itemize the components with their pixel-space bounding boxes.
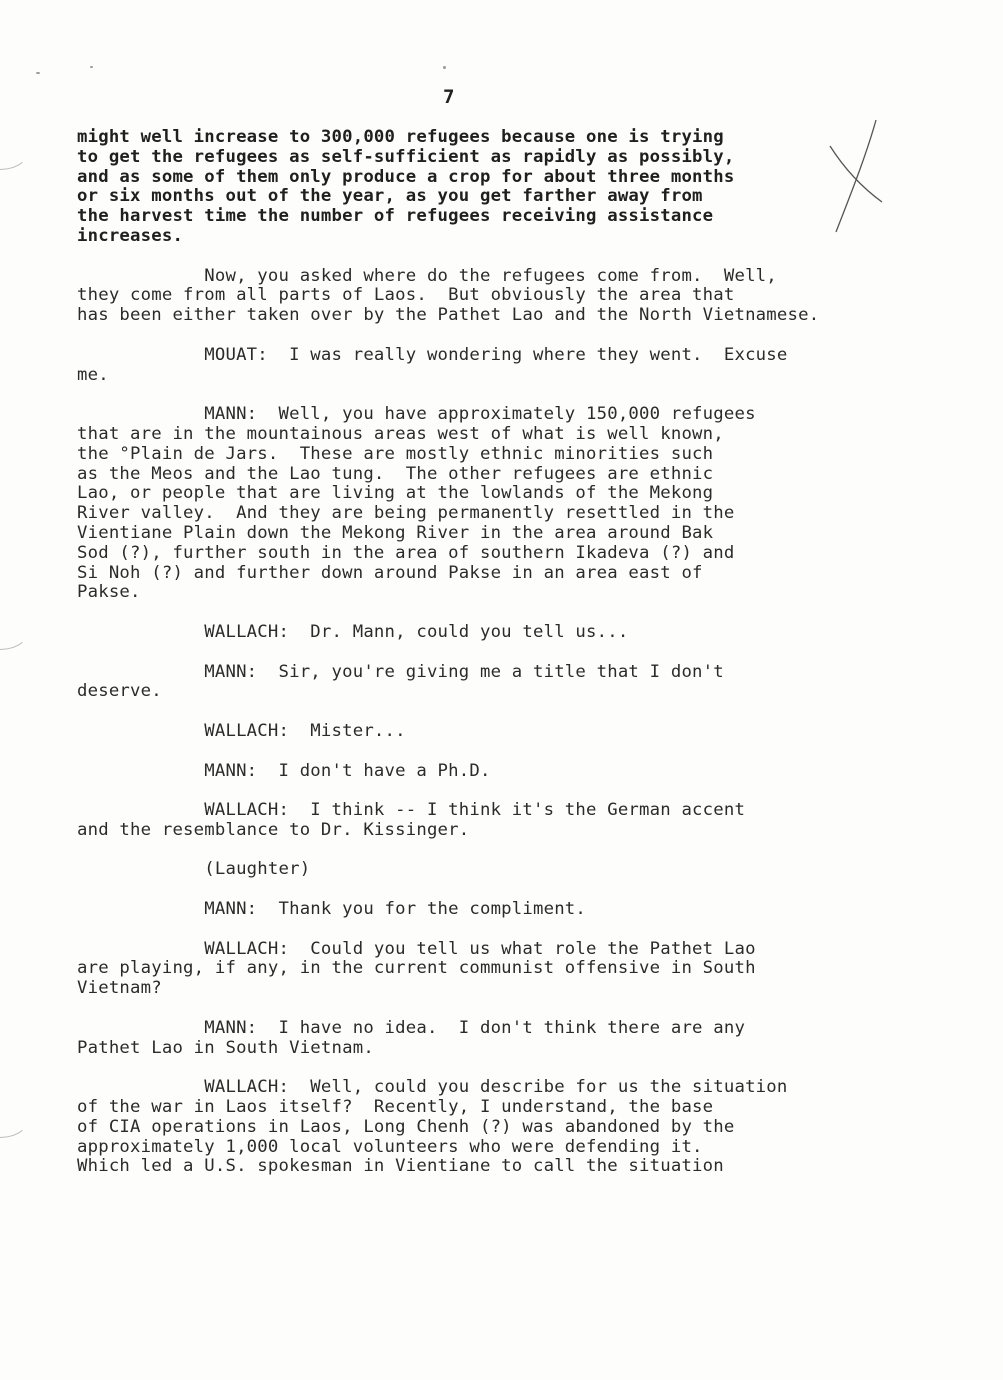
text-line: the °Plain de Jars. These are mostly ethnic minorities such xyxy=(77,443,714,464)
blank-line xyxy=(77,999,957,1019)
punch-hole-mark xyxy=(0,128,30,170)
transcript-body xyxy=(77,128,957,1177)
text-line: WALLACH: Dr. Mann, could you tell us... xyxy=(77,621,629,642)
blank-line xyxy=(77,643,957,663)
paper-speck xyxy=(90,66,93,68)
text-line: MANN: Sir, you're giving me a title that I don't xyxy=(77,661,724,682)
blank-line xyxy=(77,385,957,405)
text-line: and as some of them only produce a crop for about three months xyxy=(77,166,735,187)
text-line: Pakse. xyxy=(77,582,141,603)
text-line: River valley. And they are being permanently resettled in the xyxy=(77,503,735,524)
blank-line xyxy=(77,781,957,801)
paper-speck xyxy=(36,72,40,74)
text-line: of the war in Laos itself? Recently, I understand, the base xyxy=(77,1097,714,1118)
text-line: to get the refugees as self-sufficient as rapidly as possibly, xyxy=(77,146,735,167)
text-line: me. xyxy=(77,364,109,385)
text-line: Vietnam? xyxy=(77,978,162,999)
text-line: they come from all parts of Laos. But obviously the area that xyxy=(77,285,735,306)
blank-line xyxy=(77,841,957,861)
blank-line xyxy=(77,880,957,900)
text-line: MANN: Well, you have approximately 150,000 refugees xyxy=(77,404,756,425)
text-line: MANN: I have no idea. I don't think there are any xyxy=(77,1017,746,1038)
text-line: might well increase to 300,000 refugees because one is trying xyxy=(77,127,724,147)
text-line: or six months out of the year, as you get farther away from xyxy=(77,186,703,207)
text-line: WALLACH: Well, could you describe for us the situation xyxy=(77,1077,788,1098)
text-line: WALLACH: I think -- I think it's the German accent xyxy=(77,800,746,821)
blank-line xyxy=(77,603,957,623)
text-line: WALLACH: Mister... xyxy=(77,720,406,741)
blank-line xyxy=(77,742,957,762)
text-line: of CIA operations in Laos, Long Chenh (?) was abandoned by the xyxy=(77,1116,735,1137)
text-line: Vientiane Plain down the Mekong River in the area around Bak xyxy=(77,522,714,543)
blank-line xyxy=(77,920,957,940)
text-line: increases. xyxy=(77,225,184,246)
text-line: deserve. xyxy=(77,681,162,702)
text-line: (Laughter) xyxy=(77,859,311,880)
text-line: WALLACH: Could you tell us what role the Pathet Lao xyxy=(77,938,756,959)
text-line: Now, you asked where do the refugees come from. Well, xyxy=(77,265,777,286)
text-line: has been either taken over by the Pathet Lao and the North Vietnamese. xyxy=(77,305,820,326)
paper-speck xyxy=(443,66,446,69)
blank-line xyxy=(77,1058,957,1078)
blank-line xyxy=(77,702,957,722)
punch-hole-mark xyxy=(0,608,30,650)
text-line: as the Meos and the Lao tung. The other refugees are ethnic xyxy=(77,463,714,484)
text-line: Sod (?), further south in the area of southern Ikadeva (?) and xyxy=(77,542,735,563)
text-line: MOUAT: I was really wondering where they went. Excuse xyxy=(77,344,788,365)
text-line: Pathet Lao in South Vietnam. xyxy=(77,1037,374,1058)
text-line: Which led a U.S. spokesman in Vientiane to call the situation xyxy=(77,1156,724,1177)
text-line: MANN: I don't have a Ph.D. xyxy=(77,760,491,781)
text-line: MANN: Thank you for the compliment. xyxy=(77,899,587,920)
text-line: Lao, or people that are living at the lowlands of the Mekong xyxy=(77,483,714,504)
text-line: approximately 1,000 local volunteers who were defending it. xyxy=(77,1136,703,1157)
text-line: the harvest time the number of refugees receiving assistance xyxy=(77,206,714,227)
text-line: are playing, if any, in the current communist offensive in South xyxy=(77,958,756,979)
text-line: that are in the mountainous areas west of what is well known, xyxy=(77,423,724,444)
blank-line xyxy=(77,326,957,346)
text-line: Si Noh (?) and further down around Pakse in an area east of xyxy=(77,562,703,583)
blank-line xyxy=(77,247,957,267)
punch-hole-mark xyxy=(0,1096,30,1138)
page-number: 7 xyxy=(443,86,455,108)
text-line: and the resemblance to Dr. Kissinger. xyxy=(77,819,470,840)
